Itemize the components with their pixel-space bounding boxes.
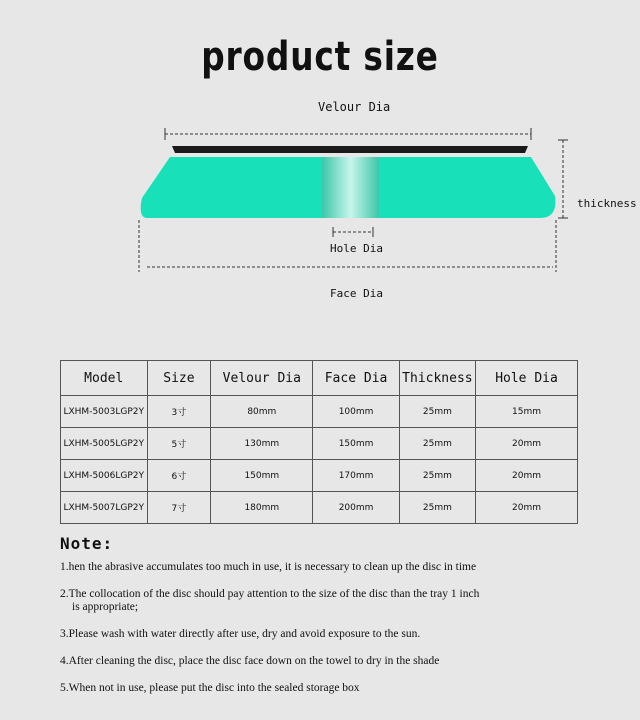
- cell-thickness: 25mm: [399, 492, 475, 524]
- col-header-velour-dia: Velour Dia: [211, 361, 313, 396]
- pad-backing: [172, 146, 528, 153]
- note-item: 2.The collocation of the disc should pay attention to the size of the disc than the tray 1 inch is appropriate;: [60, 588, 480, 613]
- pad-diagram: [0, 0, 640, 300]
- velour-dia-label: Velour Dia: [318, 100, 391, 114]
- hole: [322, 157, 379, 218]
- cell-model: LXHM-5005LGP2Y: [61, 428, 148, 460]
- cell-face-dia: 100mm: [313, 396, 400, 428]
- col-header-hole-dia: Hole Dia: [476, 361, 578, 396]
- cell-size: 7寸: [147, 492, 211, 524]
- note-item: 1.hen the abrasive accumulates too much in use, it is necessary to clean up the disc in time: [60, 561, 477, 573]
- table-row: [61, 492, 578, 524]
- cell-velour-dia: 80mm: [211, 396, 313, 428]
- col-header-model: Model: [61, 361, 148, 396]
- cell-velour-dia: 180mm: [211, 492, 313, 524]
- table-row: [61, 396, 578, 428]
- page-title: product size: [201, 34, 439, 80]
- cell-thickness: 25mm: [399, 460, 475, 492]
- thickness-label: thickness: [577, 197, 637, 210]
- notes-title: Note:: [60, 534, 114, 553]
- cell-face-dia: 200mm: [313, 492, 400, 524]
- cell-face-dia: 150mm: [313, 428, 400, 460]
- note-item: 3.Please wash with water directly after use, dry and avoid exposure to the sun.: [60, 628, 421, 640]
- cell-model: LXHM-5007LGP2Y: [61, 492, 148, 524]
- cell-hole-dia: 15mm: [476, 396, 578, 428]
- table-row: [61, 460, 578, 492]
- spec-table: [60, 360, 578, 524]
- cell-velour-dia: 150mm: [211, 460, 313, 492]
- cell-face-dia: 170mm: [313, 460, 400, 492]
- cell-thickness: 25mm: [399, 428, 475, 460]
- note-item: 5.When not in use, please put the disc into the sealed storage box: [60, 682, 360, 694]
- table-header-row: [61, 361, 578, 396]
- cell-velour-dia: 130mm: [211, 428, 313, 460]
- cell-hole-dia: 20mm: [476, 460, 578, 492]
- cell-model: LXHM-5006LGP2Y: [61, 460, 148, 492]
- cell-model: LXHM-5003LGP2Y: [61, 396, 148, 428]
- cell-hole-dia: 20mm: [476, 492, 578, 524]
- col-header-size: Size: [147, 361, 211, 396]
- cell-size: 5寸: [147, 428, 211, 460]
- hole-dia-label: Hole Dia: [330, 242, 383, 255]
- cell-thickness: 25mm: [399, 396, 475, 428]
- col-header-face-dia: Face Dia: [313, 361, 400, 396]
- face-dia-label: Face Dia: [330, 287, 383, 300]
- notes-list: [60, 561, 600, 695]
- cell-size: 3寸: [147, 396, 211, 428]
- cell-hole-dia: 20mm: [476, 428, 578, 460]
- table-row: [61, 428, 578, 460]
- note-item: 4.After cleaning the disc, place the disc face down on the towel to dry in the shade: [60, 655, 440, 667]
- col-header-thickness: Thickness: [399, 361, 475, 396]
- cell-size: 6寸: [147, 460, 211, 492]
